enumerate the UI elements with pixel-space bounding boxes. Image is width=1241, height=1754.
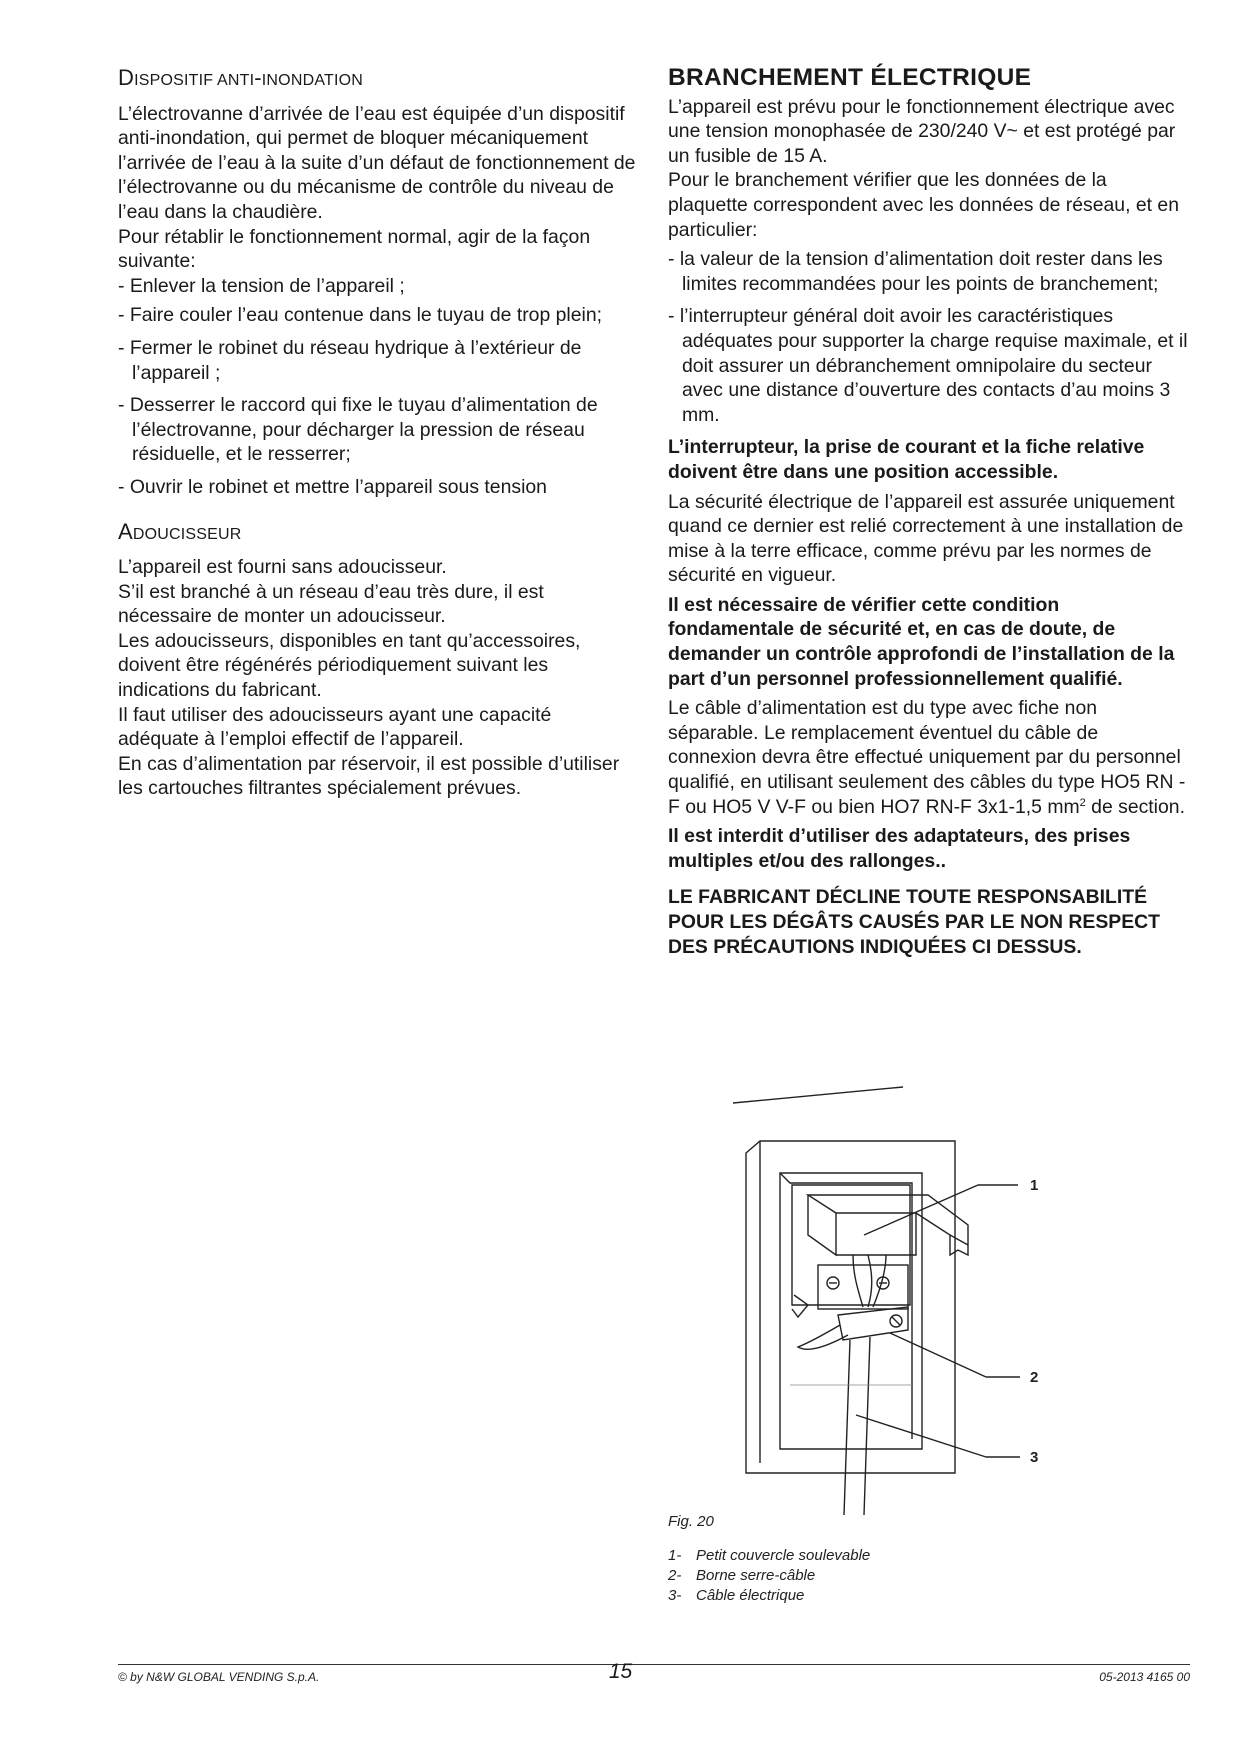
step-item: - Enlever la tension de l’appareil ; (118, 274, 405, 297)
heading-rest: ISPOSITIF ANTI (134, 72, 255, 89)
heading-initial: A (118, 518, 133, 544)
accessibility-warning: L’interrupteur, la prise de courant et la fiche relative doivent être dans une position accessible. (668, 436, 1145, 483)
legend-number: 2- (668, 1567, 682, 1584)
adapter-warning: Il est interdit d’utiliser des adaptateurs, des prises multiples et/ou des rallonges.. (668, 825, 1131, 872)
heading-initial: D (118, 65, 135, 90)
callout-3: 3 (1030, 1449, 1039, 1466)
legend-text: Câble électrique (696, 1587, 805, 1604)
step-item: - Faire couler l’eau contenue dans le tuyau de trop plein; (118, 304, 602, 327)
softener-paragraph: L’appareil est fourni sans adoucisseur. (118, 556, 447, 579)
socket-illustration (668, 1085, 1088, 1515)
softener-paragraph: Les adoucisseurs, disponibles en tant qu’accessoires, doivent être régénérés périodiquement suivant les indications du fabricant. (118, 629, 581, 702)
footer-copyright: © by N&W GLOBAL VENDING S.p.A. (118, 1670, 320, 1684)
section-title-electrical: BRANCHEMENT ÉLECTRIQUE (668, 64, 1032, 91)
legend-number: 1- (668, 1547, 682, 1564)
safety-paragraph: La sécurité électrique de l’appareil est assurée uniquement quand ce dernier est relié correctement à une installation de mise à la terre efficace, comme prévu par les normes de sécurité en vigueur. (668, 490, 1184, 587)
softener-paragraph: S’il est branché à un réseau d’eau très dure, il est nécessaire de monter un adoucisseur. (118, 580, 544, 628)
voltage-paragraph: L’appareil est prévu pour le fonctionnement électrique avec une tension monophasée de 230/240 V~ et est protégé par un fusible de 15 A. (668, 95, 1176, 167)
intro-paragraph: L’électrovanne d’arrivée de l’eau est équipée d’un dispositif anti-inondation, qui permet de bloquer mécaniquement l’arrivée de l’eau à la suite d’un défaut de fonctionnement de l’électrovanne ou du mécanisme de contrôle du niveau de l’eau dans la chaudière. (118, 102, 636, 223)
superscript: 2 (1079, 796, 1086, 809)
section-heading-softener (118, 520, 636, 548)
step-item: - Ouvrir le robinet et mettre l’appareil sous tension (118, 475, 547, 498)
cable-text-end: de section. (1085, 795, 1185, 818)
figure-caption: Fig. 20 (668, 1513, 714, 1530)
page-number: 15 (608, 1660, 633, 1683)
socket-drawing (668, 1085, 1088, 1515)
section-heading-anti-flood (118, 66, 636, 94)
step-item: - Desserrer le raccord qui fixe le tuyau d’alimentation de l’électrovanne, pour décharger la pression de réseau résiduelle, et le resserrer; (118, 394, 598, 466)
softener-paragraph: Il faut utiliser des adoucisseurs ayant une capacité adéquate à l’emploi effectif de l’appareil. (118, 703, 552, 751)
cable-text: Le câble d’alimentation est du type avec fiche non séparable. Le remplacement éventuel du câble de connexion devra être effectué uniquement par du personnel qualifié, en utilisant seulement des câbles du type HO5 RN - F ou HO5 V V-F ou bien HO7 RN-F 3x1-1,5 mm (668, 697, 1186, 818)
legend-text: Borne serre-câble (696, 1567, 816, 1584)
requirement-item: - l’interrupteur général doit avoir les caractéristiques adéquates pour supporter la charge requise maximale, et il doit assurer un débranchement omnipolaire du secteur avec une distance d’ouverture des contacts d’au moins 3 mm. (668, 305, 1188, 426)
callout-2: 2 (1030, 1369, 1039, 1386)
legend-item (668, 1546, 870, 1566)
softener-paragraph: En cas d’alimentation par réservoir, il est possible d’utiliser les cartouches filtrantes spécialement prévues. (118, 752, 620, 800)
footer-doc-code: 05-2013 4165 00 (1099, 1670, 1190, 1684)
cable-paragraph (668, 696, 1190, 819)
liability-disclaimer: LE FABRICANT DÉCLINE TOUTE RESPONSABILITÉ POUR LES DÉGÂTS CAUSÉS PAR LE NON RESPECT DES PRÉCAUTIONS INDIQUÉES CI DESSUS. (668, 886, 1161, 958)
check-paragraph: Pour le branchement vérifier que les données de la plaquette correspondent avec les données de réseau, et en particulier: (668, 169, 1179, 241)
restore-paragraph: Pour rétablir le fonctionnement normal, agir de la façon suivante: (118, 225, 591, 273)
legend-text: Petit couvercle soulevable (696, 1547, 871, 1564)
left-column (118, 66, 636, 801)
step-item: - Fermer le robinet du réseau hydrique à l’extérieur de l’appareil ; (118, 336, 582, 384)
legend-item (668, 1586, 870, 1606)
heading-end: INONDATION (261, 72, 364, 89)
heading-dash: - (254, 65, 262, 90)
requirement-item: - la valeur de la tension d’alimentation doit rester dans les limites recommandées pour les points de branchement; (668, 248, 1163, 295)
heading-rest: DOUCISSEUR (132, 525, 242, 543)
right-column (668, 66, 1190, 959)
verification-warning: Il est nécessaire de vérifier cette condition fondamentale de sécurité et, en cas de doute, de demander un contrôle approfondi de l’installation de la part d’un personnel professionnellement qualifié. (668, 593, 1175, 690)
callout-1: 1 (1030, 1177, 1039, 1194)
legend-item (668, 1566, 870, 1586)
figure-legend (668, 1546, 870, 1606)
legend-number: 3- (668, 1587, 682, 1604)
